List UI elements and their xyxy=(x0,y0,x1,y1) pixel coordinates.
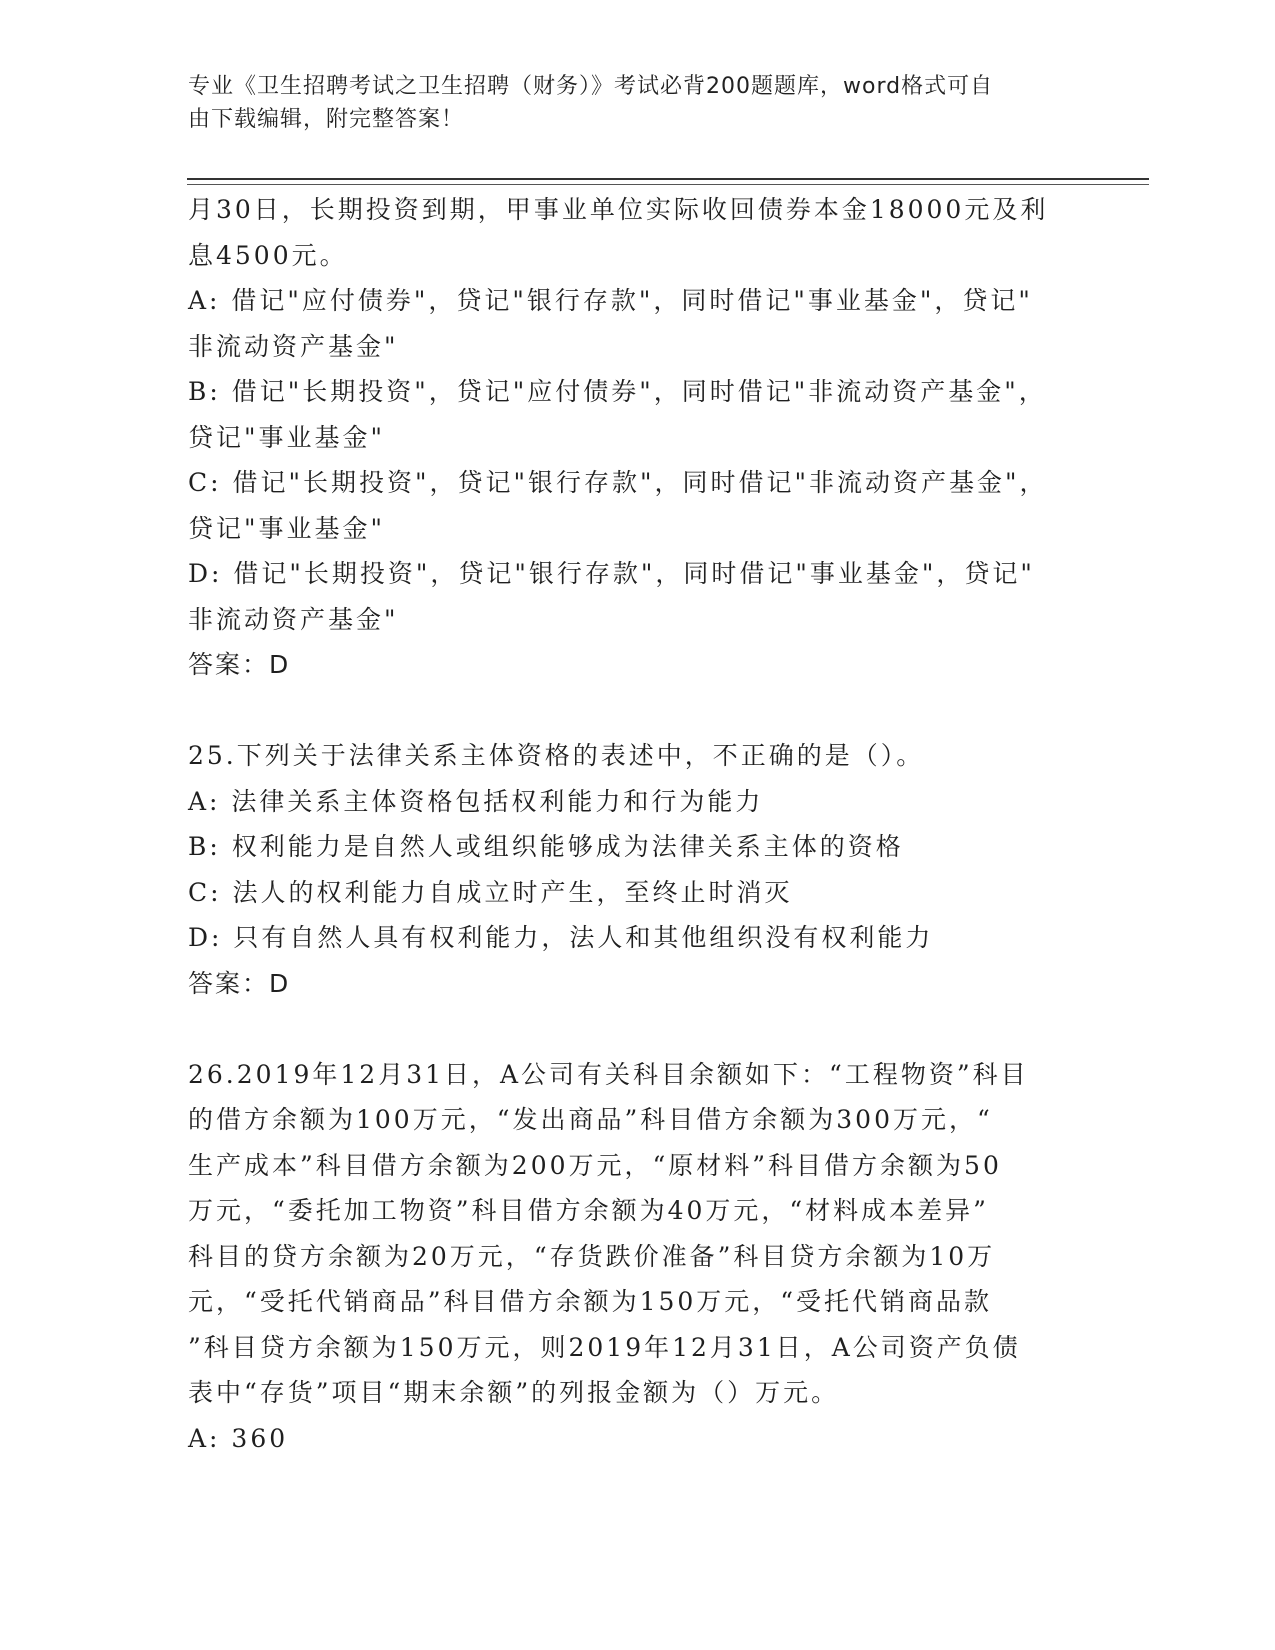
option-a-cont: 非流动资产基金" xyxy=(188,331,399,361)
question-25 xyxy=(188,733,1068,1006)
header-line-1: 专业《卫生招聘考试之卫生招聘（财务）》考试必背200题题库，word格式可自 xyxy=(188,74,994,99)
question-body xyxy=(188,187,1068,1461)
answer-label: 答案：D xyxy=(188,650,291,679)
question-stem: 25.下列关于法律关系主体资格的表述中，不正确的是（）。 xyxy=(188,741,925,770)
answer-label: 答案：D xyxy=(188,968,291,998)
question-stem-line: 科目的贷方余额为20万元，“存货跌价准备”科目贷方余额为10万 xyxy=(188,1241,996,1271)
option-c: C: 借记"长期投资"，贷记"银行存款"，同时借记"非流动资产基金"， xyxy=(188,468,1048,497)
option-c-cont: 贷记"事业基金" xyxy=(188,513,385,543)
question-stem-line: 万元，“委托加工物资”科目借方余额为40万元，“材料成本差异” xyxy=(188,1196,989,1225)
question-stem-line: 表中“存货”项目“期末余额”的列报金额为（）万元。 xyxy=(188,1378,840,1407)
question-stem-line: 月30日，长期投资到期，甲事业单位实际收回债券本金18000元及利 xyxy=(188,195,1049,224)
option-c: C: 法人的权利能力自成立时产生，至终止时消灭 xyxy=(188,877,793,907)
question-stem-line: 息4500元。 xyxy=(188,240,348,270)
option-b: B: 权利能力是自然人或组织能够成为法律关系主体的资格 xyxy=(188,832,904,861)
question-stem-line: 26.2019年12月31日，A公司有关科目余额如下：“工程物资”科目 xyxy=(188,1059,1029,1089)
document-header xyxy=(188,70,1068,136)
option-d: D: 借记"长期投资"，贷记"银行存款"，同时借记"事业基金"，贷记" xyxy=(188,559,1035,588)
option-a: A: 借记"应付债券"，贷记"银行存款"，同时借记"事业基金"，贷记" xyxy=(188,286,1033,315)
question-24 xyxy=(188,187,1068,688)
question-stem-line: 生产成本”科目借方余额为200万元，“原材料”科目借方余额为50 xyxy=(188,1150,1002,1180)
option-b-cont: 贷记"事业基金" xyxy=(188,422,385,452)
question-26 xyxy=(188,1052,1068,1462)
spacer xyxy=(188,688,1068,734)
header-line-2: 由下载编辑，附完整答案！ xyxy=(188,107,465,132)
question-stem-line: 元，“受托代销商品”科目借方余额为150万元，“受托代销商品款 xyxy=(188,1287,993,1316)
option-d-cont: 非流动资产基金" xyxy=(188,604,399,634)
option-b: B: 借记"长期投资"，贷记"应付债券"，同时借记"非流动资产基金"， xyxy=(188,377,1047,406)
spacer xyxy=(188,1006,1068,1052)
header-divider-thin xyxy=(187,184,1149,185)
option-a: A: 法律关系主体资格包括权利能力和行为能力 xyxy=(188,786,764,816)
question-stem-line: ”科目贷方余额为150万元，则2019年12月31日，A公司资产负债 xyxy=(188,1332,1021,1362)
header-divider-thick xyxy=(187,178,1149,180)
option-d: D: 只有自然人具有权利能力，法人和其他组织没有权利能力 xyxy=(188,923,934,952)
question-stem-line: 的借方余额为100万元，“发出商品”科目借方余额为300万元，“ xyxy=(188,1105,993,1134)
option-a: A: 360 xyxy=(188,1423,289,1453)
